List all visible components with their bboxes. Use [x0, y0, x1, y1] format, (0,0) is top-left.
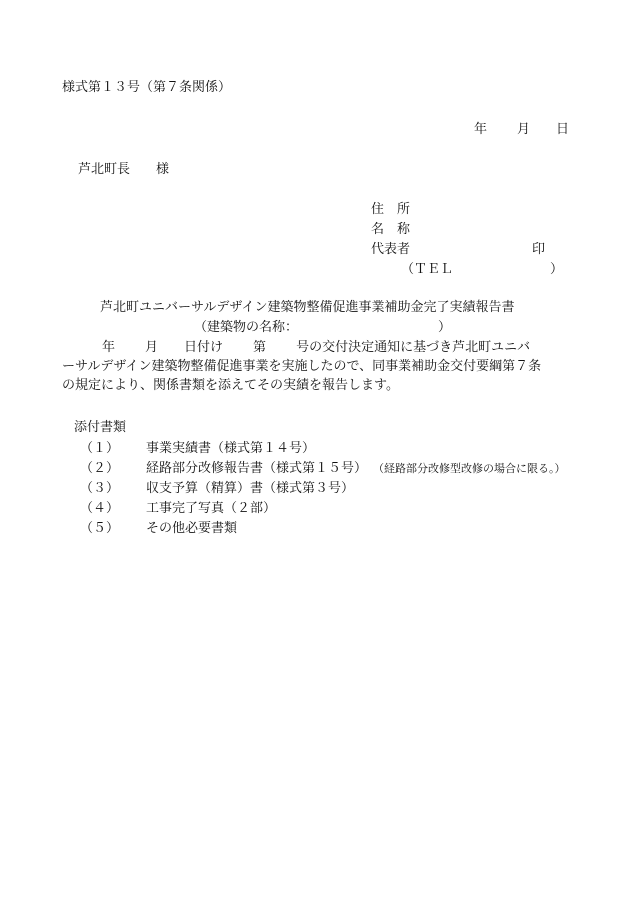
body-month: 月 [145, 340, 159, 355]
item-note: （経路部分改修型改修の場合に限る。） [373, 462, 566, 475]
body-number-prefix: 第 [253, 340, 267, 355]
addressee-honorific: 様 [156, 162, 170, 177]
list-item [62, 459, 566, 479]
list-item [62, 519, 566, 539]
item-number: （１） [80, 441, 120, 456]
item-number: （２） [80, 461, 120, 476]
building-name-line [194, 318, 451, 337]
item-number: （４） [80, 501, 120, 516]
tel-label: （ＴＥＬ [401, 262, 454, 277]
name-label: 名 称 [371, 222, 411, 237]
date-line [474, 120, 569, 139]
tel-row [371, 260, 601, 280]
attachments [62, 418, 566, 539]
tel-close: ） [550, 262, 564, 277]
seal-mark: 印 [532, 242, 546, 257]
attachments-heading: 添付書類 [74, 420, 127, 435]
item-text: その他必要書類 [146, 521, 238, 536]
addressee-name: 芦北町長 [78, 162, 131, 177]
item-number: （３） [80, 481, 120, 496]
item-text: 経路部分改修報告書（様式第１５号） [146, 461, 368, 476]
date-month: 月 [517, 122, 531, 137]
list-item [62, 499, 566, 519]
date-year: 年 [474, 122, 488, 137]
body-line-1 [62, 338, 582, 357]
body-number-suffix: 号の交付決定通知に基づき芦北町ユニバ [296, 340, 531, 355]
building-name-close: ） [438, 320, 452, 335]
applicant-block [371, 200, 601, 280]
representative-label: 代表者 [371, 242, 411, 257]
form-number: 様式第１３号（第７条関係） [62, 80, 232, 95]
addressee [78, 160, 169, 179]
list-item [62, 439, 566, 459]
building-name-label: （建築物の名称： [194, 320, 299, 335]
address-label: 住 所 [371, 202, 411, 217]
name-row [371, 220, 571, 240]
item-text: 収支予算（精算）書（様式第３号） [146, 481, 355, 496]
item-text: 工事完了写真（２部） [146, 501, 277, 516]
item-number: （５） [80, 521, 120, 536]
body-line-3: の規定により、関係書類を添えてその実績を報告します。 [62, 378, 399, 393]
body-date-suffix: 日付け [184, 340, 224, 355]
item-text: 事業実績書（様式第１４号） [146, 441, 316, 456]
body-line-2: ーサルデザイン建築物整備促進事業を実施したので、同事業補助金交付要綱第７条 [62, 359, 542, 374]
report-body [62, 338, 582, 395]
address-row [371, 200, 571, 220]
date-day: 日 [556, 122, 570, 137]
list-item [62, 479, 566, 499]
document-title: 芦北町ユニバーサルデザイン建築物整備促進事業補助金完了実績報告書 [100, 300, 515, 315]
representative-row [371, 240, 571, 260]
body-year: 年 [102, 340, 116, 355]
